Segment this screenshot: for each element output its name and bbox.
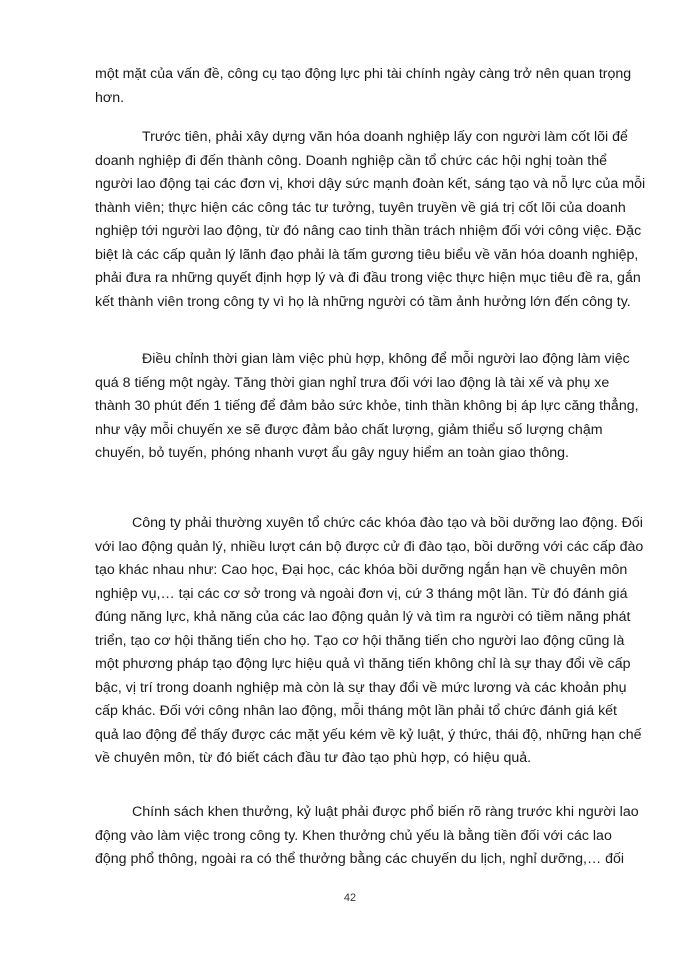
text-line: một phương pháp tạo động lực hiệu quả vì thăng tiến không chỉ là sự thay đổi về cấp [95, 656, 631, 672]
text-line: tạo khác nhau như: Cao học, Đại học, các khóa bồi dưỡng ngắn hạn về chuyên môn [95, 562, 628, 578]
text-line: động phổ thông, ngoài ra có thể thưởng bằng các chuyến du lịch, nghỉ dưỡng,… đối [95, 851, 625, 867]
text-line: cấp khác. Đối với công nhân lao động, mỗi tháng một lần phải tổ chức đánh giá kết [95, 703, 617, 719]
text-line: quá 8 tiếng một ngày. Tăng thời gian nghỉ trưa đối với lao động là tài xế và phụ xe [95, 374, 610, 391]
text-line: Công ty phải thường xuyên tổ chức các khóa đào tạo và bồi dưỡng lao động. Đối [132, 515, 643, 531]
text-line: chuyến, bỏ tuyến, phóng nhanh vượt ẩu gây nguy hiểm an toàn giao thông. [95, 445, 569, 461]
text-line: động vào làm việc trong công ty. Khen thưởng chủ yếu là bằng tiền đối với các lao [95, 827, 612, 844]
text-line: như vậy mỗi chuyến xe sẽ được đảm bảo chất lượng, giảm thiểu số lượng chậm [95, 421, 603, 438]
text-line: hơn. [95, 89, 125, 106]
text-line: doanh nghiệp đi đến thành công. Doanh nghiệp cần tổ chức các hội nghị toàn thể [95, 152, 607, 169]
text-line: người lao động tại các đơn vị, khơi dậy sức mạnh đoàn kết, sáng tạo và nỗ lực của mỗi [95, 176, 646, 192]
text-line: đúng năng lực, khả năng của các lao động quản lý và tìm ra người có tiềm năng phát [95, 609, 631, 625]
text-line: về chuyên môn, từ đó biết cách đầu tư đào tạo phù hợp, có hiệu quả. [95, 750, 532, 766]
text-line: kết thành viên trong công ty vì họ là những người có tầm ảnh hưởng lớn đến công ty. [95, 293, 631, 310]
text-line: quả lao động để thấy được các mặt yếu kém về kỷ luật, ý thức, thái độ, những hạn chế [95, 726, 642, 743]
paragraph-intro-continuation [95, 63, 658, 110]
page-number: 42 [343, 892, 357, 904]
text-line: một mặt của vấn đề, công cụ tạo động lực phi tài chính ngày càng trở nên quan trọng [95, 66, 632, 82]
text-line: phải đưa ra những quyết định hợp lý và đi đầu trong việc thực hiện mục tiêu đề ra, gắn [95, 270, 641, 286]
text-line: thành viên; thực hiện các công tác tư tưởng, tuyên truyền về giá trị cốt lõi của doanh [95, 199, 626, 216]
text-line: thành 30 phút đến 1 tiếng để đảm bảo sức khỏe, tinh thần không bị áp lực căng thẳng, [95, 398, 639, 414]
paragraph-working-hours [95, 348, 658, 466]
paragraph-corporate-culture [95, 126, 658, 314]
text-line: bậc, vị trí trong doanh nghiệp mà còn là sự thay đổi về mức lương và các khoản phụ [95, 679, 627, 696]
paragraph-training [95, 512, 658, 771]
text-line: nghiệp vụ,… tại các cơ sở trong và ngoài đơn vị, cứ 3 tháng một lần. Từ đó đánh giá [95, 585, 628, 602]
paragraph-rewards-discipline [95, 801, 658, 872]
text-line: biệt là các cấp quản lý lãnh đạo phải là tấm gương tiêu biểu về văn hóa doanh nghiệp, [95, 246, 639, 263]
text-line: nghiệp tới người lao động, từ đó nâng cao tinh thần trách nhiệm đối với công việc. Đặc [95, 223, 642, 239]
text-line: Điều chỉnh thời gian làm việc phù hợp, không để mỗi người lao động làm việc [142, 351, 630, 367]
text-line: Chính sách khen thưởng, kỷ luật phải được phổ biến rõ ràng trước khi người lao [132, 804, 639, 820]
text-line: Trước tiên, phải xây dựng văn hóa doanh nghiệp lấy con người làm cốt lõi để [142, 129, 628, 145]
text-line: với lao động quản lý, nhiều lượt cán bộ được cử đi đào tạo, bồi dưỡng với các cấp đào [95, 538, 644, 555]
text-line: triển, tạo cơ hội thăng tiến cho họ. Tạo cơ hội thăng tiến cho người lao động cũng là [95, 632, 625, 649]
